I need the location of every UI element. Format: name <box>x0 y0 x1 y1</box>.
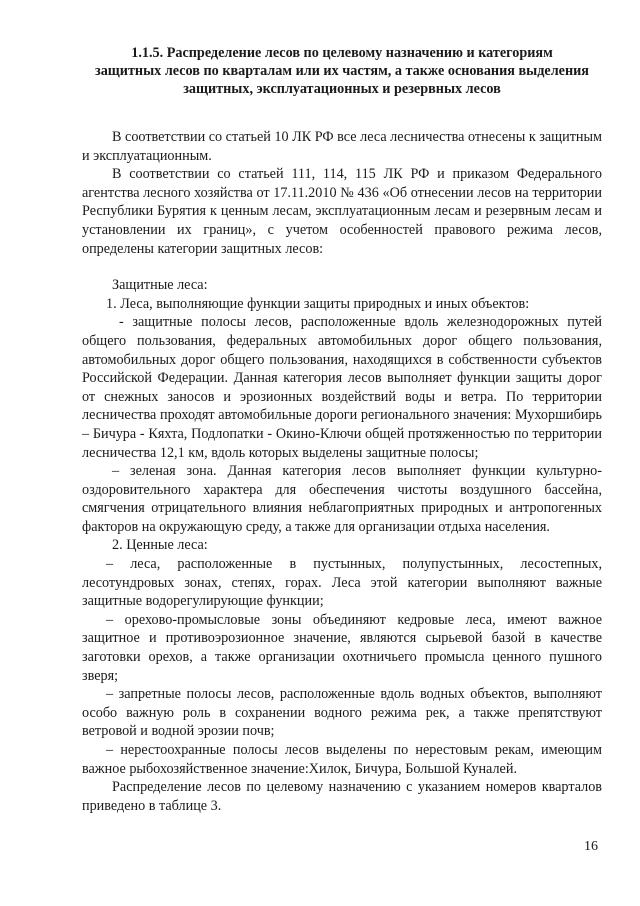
paragraph-table-reference: Распределение лесов по целевому назначению с указанием номеров кварталов приведено в таблице 3. <box>82 779 602 814</box>
spacer <box>82 258 602 276</box>
paragraph-mountain-steppe-forests: – леса, расположенные в пустынных, полупустынных, лесостепных, лесотундровых зонах, степях, горах. Леса этой категории выполняют важные защитные водорегулирующие функции; <box>82 556 602 610</box>
document-page <box>82 44 602 815</box>
paragraph-protective-forests-title: Защитные леса: <box>112 277 208 294</box>
paragraph-green-zone: – зеленая зона. Данная категория лесов выполняет функции культурно-оздоровительного характера для обеспечения чистоты воздушного бассейна, смягчения отрицательного влияния неблагоприятных природных и антропогенных факторов на окружающую среду, а также для организации отдыха населения. <box>82 463 602 535</box>
heading-line-3: защитных, эксплуатационных и резервных лесов <box>183 81 501 97</box>
paragraph-legal-basis: В соответствии со статьей 111, 114, 115 ЛК РФ и приказом Федерального агентства лесного хозяйства от 17.11.2010 № 436 «Об отнесении лесов на территории Республики Бурятия к ценным лесам, эксплуатационным лесам и резервным лесам и установлении их границ», с учетом особенностей правового режима лесов, определены категории защитных лесов: <box>82 166 602 257</box>
paragraph-road-protection-strips: - защитные полосы лесов, расположенные вдоль железнодорожных путей общего пользования, федеральных автомобильных дорог общего пользования, автомобильных дорог общего пользования, находящихся в собственности субъектов Российской Федерации. Данная категория лесов выполняет функции защиты дорог от снежных заносов и эрозионных воздействий воды и ветра. По территории лесничества проходят автомобильные дороги регионального значения: Мухоршибирь – Бичура - Кяхта, Подлопатки - Окино-Ключи общей протяженностью по территории лесничества 12,1 км, вдоль которых выделены защитные полосы; <box>82 314 602 461</box>
paragraph-nut-harvest-zones: – орехово-промысловые зоны объединяют кедровые леса, имеют важное защитное и противоэрозионное значение, являются сырьевой базой в качестве заготовки орехов, а также организации охотничьего промысла ценного пушного зверя; <box>82 611 602 684</box>
paragraph-spawning-protection-strips: – нерестоохранные полосы лесов выделены по нерестовым рекам, имеющим важное рыбохозяйственное значение:Хилок, Бичура, Большой Куналей. <box>82 742 602 777</box>
paragraph-restricted-strips: – запретные полосы лесов, расположенные вдоль водных объектов, выполняют особо важную роль в сохранении водного режима рек, а также препятствуют ветровой и водной эрозии почв; <box>82 686 602 740</box>
page-number: 16 <box>584 839 598 854</box>
paragraph-forest-classification: В соответствии со статьей 10 ЛК РФ все леса лесничества отнесены к защитным и эксплуатационным. <box>82 129 602 164</box>
heading-line-1: 1.1.5. Распределение лесов по целевому назначению и категориям <box>131 45 553 61</box>
paragraph-category-2-title: 2. Ценные леса: <box>112 537 208 554</box>
section-heading <box>82 44 602 98</box>
heading-line-2: защитных лесов по кварталам или их частям, а также основания выделения <box>95 63 589 79</box>
paragraph-category-1-title: 1. Леса, выполняющие функции защиты природных и иных объектов: <box>106 295 530 312</box>
